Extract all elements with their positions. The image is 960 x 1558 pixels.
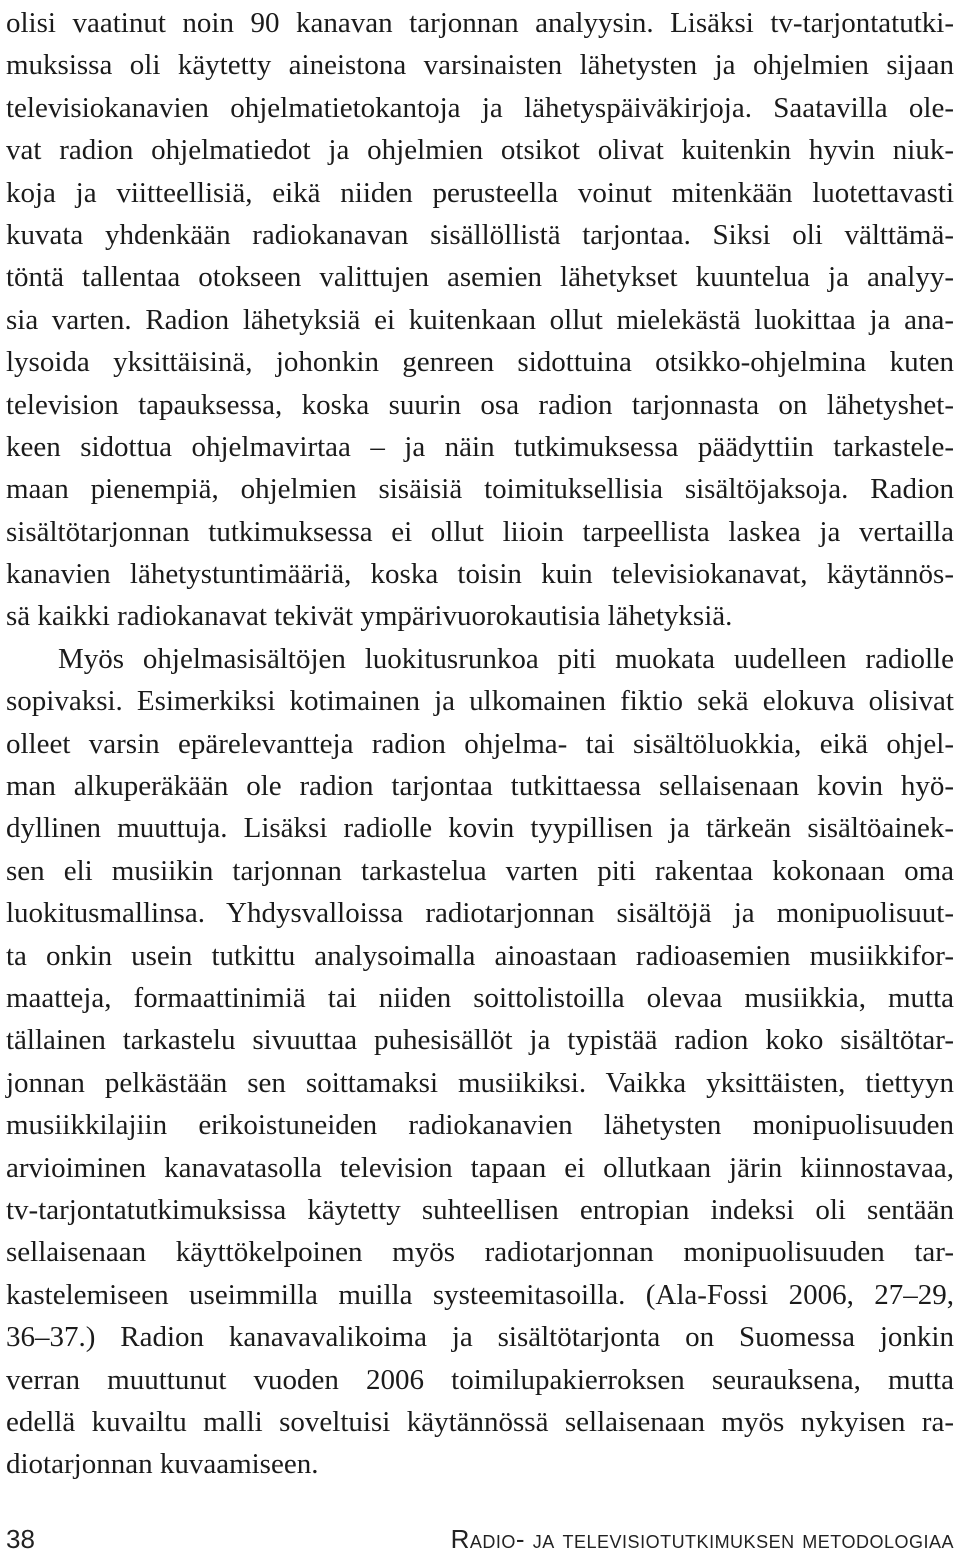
text-line: olisi vaatinut noin 90 kanavan tarjonnan analyysin. Lisäksi tv-tarjontatutki- (6, 7, 954, 39)
text-line: sellaisenaan käyttökelpoinen myös radiotarjonnan monipuolisuuden tar- (6, 1236, 954, 1269)
text-line: tällainen tarkastelu sivuuttaa puhesisällöt ja typistää radion koko sisältötar- (6, 1024, 954, 1057)
page-number: 38 (6, 1524, 35, 1554)
text-line: maan pienempiä, ohjelmien sisäisiä toimituksellisia sisältöjaksoja. Radion (6, 473, 954, 506)
text-line: kastelemiseen useimmilla muilla systeemitasoilla. (Ala-Fossi 2006, 27–29, (6, 1278, 954, 1311)
text-line: kanavien lähetystuntimääriä, koska toisin kuin televisiokanavat, käytännös- (6, 558, 954, 591)
text-line: keen sidottua ohjelmavirtaa – ja näin tutkimuksessa päädyttiin tarkastele- (6, 430, 954, 463)
text-line: television tapauksessa, koska suurin osa radion tarjonnasta on lähetyshet- (6, 388, 954, 421)
text-line: kuvata yhdenkään radiokanavan sisällöllistä tarjontaa. Siksi oli välttämä- (6, 218, 954, 251)
text-line: sen eli musiikin tarjonnan tarkastelua varten piti rakentaa kokonaan oma (6, 854, 954, 887)
text-line: muksissa oli käytetty aineistona varsinaisten lähetysten ja ohjelmien sijaan (6, 49, 954, 82)
text-line: sä kaikki radiokanavat tekivät ympärivuorokautisia lähetyksiä. (6, 600, 733, 633)
text-line: Myös ohjelmasisältöjen luokitusrunkoa piti muokata uudelleen radiolle (58, 642, 954, 675)
text-line: luokitusmallinsa. Yhdysvalloissa radiotarjonnan sisältöjä ja monipuolisuut- (6, 897, 954, 930)
text-line: jonnan pelkästään sen soittamaksi musiikiksi. Vaikka yksittäisten, tiettyyn (6, 1066, 954, 1099)
running-title: Radio- ja televisiotutkimuksen metodologiaa (450, 1524, 954, 1554)
text-line: man alkuperäkään ole radion tarjontaa tutkittaessa sellaisenaan kovin hyö- (6, 770, 954, 803)
text-line: televisiokanavien ohjelmatietokantoja ja lähetyspäiväkirjoja. Saatavilla ole- (6, 91, 954, 124)
text-line: maatteja, formaattinimiä tai niiden soittolistoilla olevaa musiikkia, mutta (6, 981, 954, 1014)
text-line: tv-tarjontatutkimuksissa käytetty suhteellisen entropian indeksi oli sentään (6, 1193, 954, 1226)
text-line: sisältötarjonnan tutkimuksessa ei ollut liioin tarpeellista laskea ja vertailla (6, 515, 954, 548)
text-line: diotarjonnan kuvaamiseen. (6, 1448, 319, 1481)
text-line: ta onkin usein tutkittu analysoimalla ainoastaan radioasemien musiikkifor- (6, 939, 954, 972)
text-line: vat radion ohjelmatiedot ja ohjelmien otsikot olivat kuitenkin hyvin niuk- (6, 134, 954, 167)
text-line: koja ja viitteellisiä, eikä niiden perusteella voinut mitenkään luotettavasti (6, 176, 954, 209)
body-text (6, 2, 954, 1486)
text-line: verran muuttunut vuoden 2006 toimilupakierroksen seurauksena, mutta (6, 1363, 954, 1396)
text-line: edellä kuvailtu malli soveltuisi käytännössä sellaisenaan myös nykyisen ra- (6, 1405, 954, 1438)
text-line: sia varten. Radion lähetyksiä ei kuitenkaan ollut mielekästä luokittaa ja ana- (6, 303, 954, 336)
text-line: lysoida yksittäisinä, johonkin genreen sidottuina otsikko-ohjelmina kuten (6, 346, 954, 379)
text-line: dyllinen muuttuja. Lisäksi radiolle kovin tyypillisen ja tärkeän sisältöainek- (6, 812, 954, 845)
text-line: töntä tallentaa otokseen valittujen asemien lähetykset kuuntelua ja analyy- (6, 261, 954, 294)
text-line: 36–37.) Radion kanavavalikoima ja sisältötarjonta on Suomessa jonkin (6, 1321, 954, 1354)
page-footer (6, 1523, 954, 1555)
text-line: musiikkilajiin erikoistuneiden radiokanavien lähetysten monipuolisuuden (6, 1109, 954, 1142)
text-line: olleet varsin epärelevantteja radion ohjelma- tai sisältöluokkia, eikä ohjel- (6, 727, 954, 760)
text-line: sopivaksi. Esimerkiksi kotimainen ja ulkomainen fiktio sekä elokuva olisivat (6, 685, 954, 718)
text-line: arvioiminen kanavatasolla television tapaan ei ollutkaan järin kiinnostavaa, (6, 1151, 954, 1184)
